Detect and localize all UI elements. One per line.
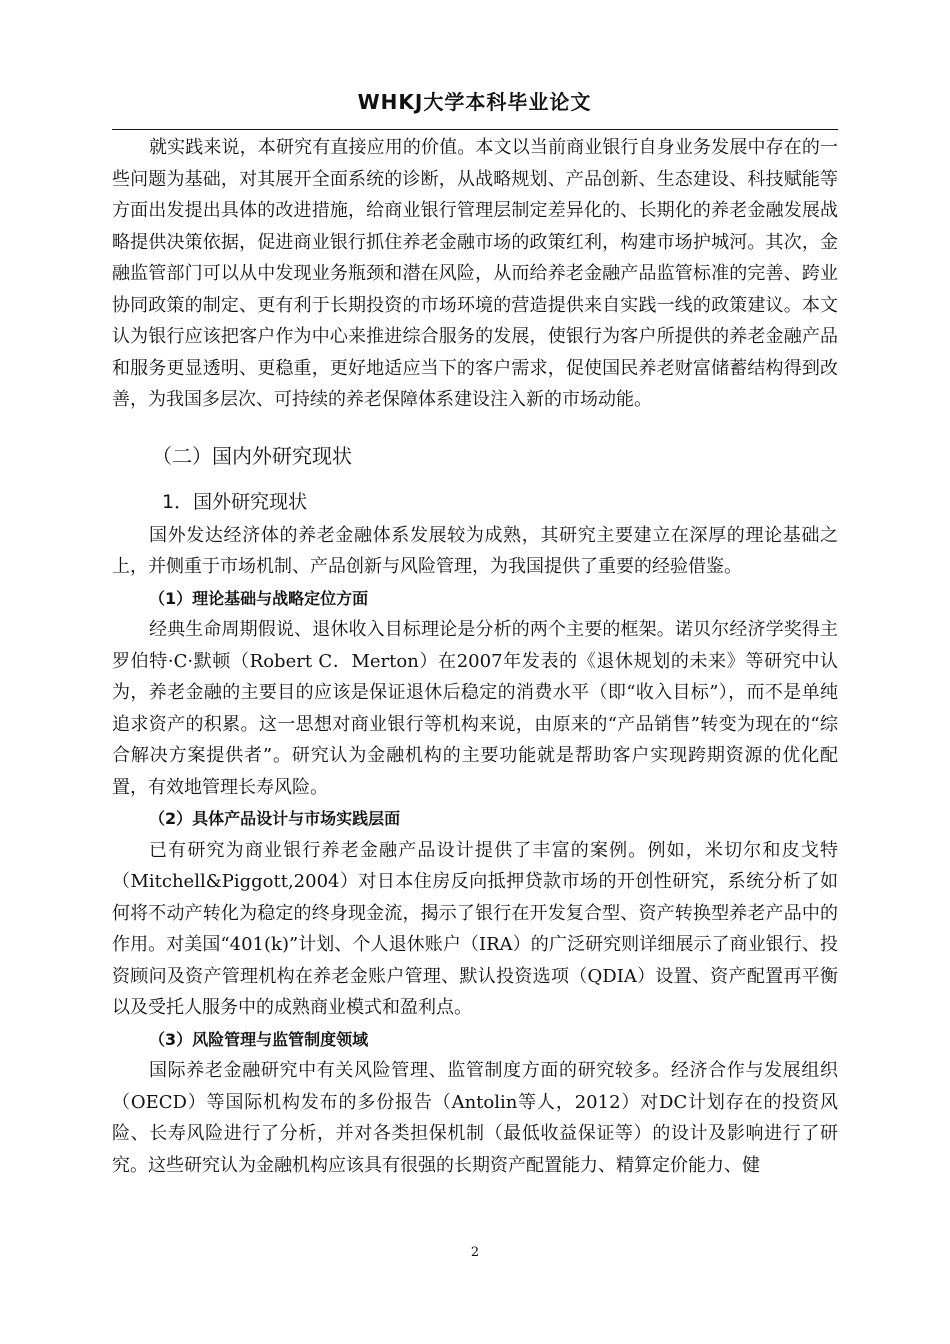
heading-product-design: （2）具体产品设计与市场实践层面 bbox=[149, 809, 401, 828]
page-number: 2 bbox=[470, 1245, 480, 1260]
heading-theory-strategy: （1）理论基础与战略定位方面 bbox=[149, 588, 369, 608]
section-heading-research-status: （二）国内外研究现状 bbox=[152, 443, 352, 468]
paragraph-foreign-overview: 国外发达经济体的养老金融体系发展较为成熟，其研究主要建立在深厚的理论基础之上，并侧重于市场机制、产品创新与风险管理，为我国提供了重要的经验借鉴。 bbox=[112, 524, 838, 577]
paragraph-product-design: 已有研究为商业银行养老金融产品设计提供了丰富的案例。例如，米切尔和皮戈特（Mitchell&Piggott,2004）对日本住房反向抵押贷款市场的开创性研究，系统分析了如何将不动产转化为稳定的终身现金流，揭示了银行在开发复合型、资产转换型养老产品中的作用。对美国“401(k)”计划、个人退休账户（IRA）的广泛研究则详细展示了商业银行、投资顾问及资产管理机构在养老金账户管理、默认投资选项（QDIA）设置、资产配置再平衡以及受托人服务中的成熟商业模式和盈利点。 bbox=[112, 839, 838, 1018]
paragraph-practical-value: 就实践来说，本研究有直接应用的价值。本文以当前商业银行自身业务发展中存在的一些问题为基础，对其展开全面系统的诊断，从战略规划、产品创新、生态建设、科技赋能等方面出发提出具体的改进措施，给商业银行管理层制定差异化的、长期化的养老金融发展战略提供决策依据，促进商业银行抓住养老金融市场的政策红利，构建市场护城河。其次，金融监管部门可以从中发现业务瓶颈和潜在风险，从而给养老金融产品监管标准的完善、跨业协同政策的制定、更有利于长期投资的市场环境的营造提供来自实践一线的政策建议。本文认为银行应该把客户作为中心来推进综合服务的发展，使银行为客户所提供的养老金融产品和服务更显透明、更稳重，更好地适应当下的客户需求，促使国民养老财富储蓄结构得到改善，为我国多层次、可持续的养老保障体系建设注入新的市场动能。 bbox=[112, 137, 838, 410]
subsection-heading-foreign-research: 1．国外研究现状 bbox=[162, 490, 308, 513]
paragraph-risk-regulation: 国际养老金融研究中有关风险管理、监管制度方面的研究较多。经济合作与发展组织（OECD）等国际机构发布的多份报告（Antolin等人，2012）对DC计划存在的投资风险、长寿风险进行了分析，并对各类担保机制（最低收益保证等）的设计及影响进行了研究。这些研究认为金融机构应该具有很强的长期资产配置能力、精算定价能力、健 bbox=[112, 1060, 838, 1176]
paragraph-theory-strategy: 经典生命周期假说、退休收入目标理论是分析的两个主要的框架。诺贝尔经济学奖得主罗伯特·C·默顿（Robert C．Merton）在2007年发表的《退休规划的未来》等研究中认为，养老金融的主要目的应该是保证退休后稳定的消费水平（即“收入目标”），而不是单纯追求资产的积累。这一思想对商业银行等机构来说，由原来的“产品销售”转变为现在的“综合解决方案提供者”。研究认为金融机构的主要功能就是帮助客户实现跨期资源的优化配置，有效地管理长寿风险。 bbox=[112, 619, 838, 798]
heading-risk-regulation: （3）风险管理与监管制度领域 bbox=[149, 1029, 369, 1049]
header-rule bbox=[112, 129, 838, 130]
body-text bbox=[112, 132, 838, 1181]
running-header: WHKJ大学本科毕业论文 bbox=[357, 90, 592, 114]
